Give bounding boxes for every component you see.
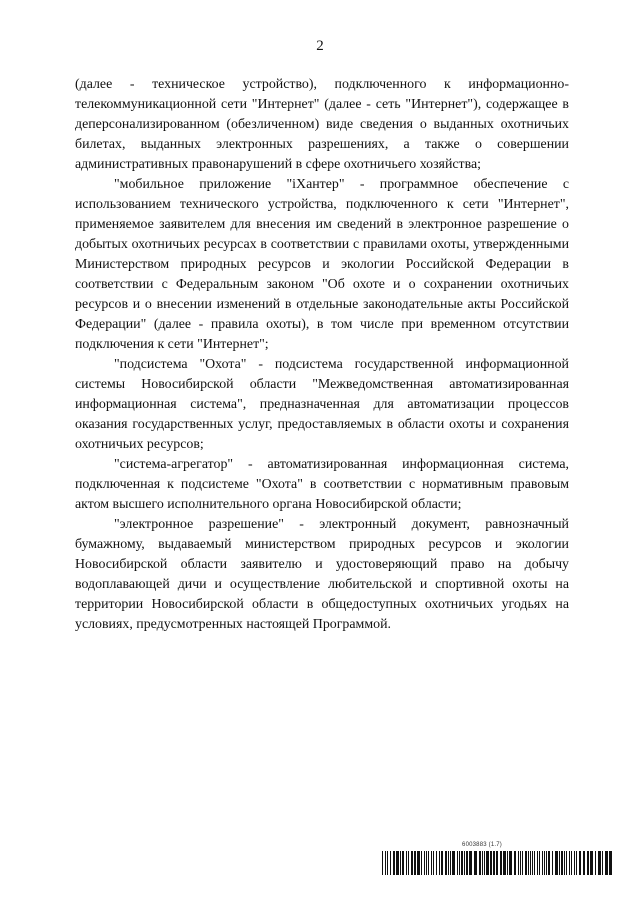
document-body xyxy=(75,75,569,635)
barcode-bar xyxy=(452,851,455,875)
barcode-bar xyxy=(544,851,545,875)
barcode-bar xyxy=(566,851,567,875)
barcode-bar xyxy=(561,851,563,875)
barcode-bar xyxy=(482,851,483,875)
barcode-bar xyxy=(595,851,596,875)
barcode-bar xyxy=(503,851,506,875)
barcode-bar xyxy=(464,851,465,875)
barcode-bar xyxy=(528,851,529,875)
barcode-bar xyxy=(587,851,589,875)
barcode-bar xyxy=(530,851,531,875)
barcode-bar xyxy=(564,851,565,875)
barcode-bar xyxy=(445,851,447,875)
barcode-bar xyxy=(439,851,440,875)
barcode-bar xyxy=(387,851,388,875)
document-barcode xyxy=(382,842,614,876)
barcode-bar xyxy=(484,851,485,875)
barcode-bar xyxy=(548,851,550,875)
barcode-bar xyxy=(605,851,608,875)
barcode-bar xyxy=(493,851,495,875)
barcode-bar xyxy=(569,851,570,875)
barcode-bar xyxy=(382,851,383,875)
barcode-bar xyxy=(450,851,451,875)
page-number: 2 xyxy=(316,38,324,54)
barcode-bar xyxy=(542,851,543,875)
barcode-bar xyxy=(507,851,508,875)
paragraph-aggregator-definition: "система-агрегатор" - автоматизированная информационная система, подключенная к подсистеме "Охота" в соответствии с нормативным правовым актом высшего исполнительного органа Новосибирской области; xyxy=(75,457,569,512)
barcode-bar xyxy=(400,851,401,875)
barcode-bar xyxy=(428,851,429,875)
barcode-bar xyxy=(486,851,489,875)
barcode-bar xyxy=(396,851,399,875)
barcode-bar xyxy=(461,851,463,875)
barcode-bar xyxy=(433,851,434,875)
barcode-bar xyxy=(426,851,427,875)
barcode-bar xyxy=(576,851,577,875)
barcode-icon xyxy=(382,851,614,875)
barcode-bar xyxy=(583,851,585,875)
barcode-bar xyxy=(390,851,391,875)
barcode-bar xyxy=(518,851,519,875)
barcode-bar xyxy=(466,851,468,875)
barcode-bar xyxy=(552,851,553,875)
barcode-bar xyxy=(602,851,603,875)
barcode-bar xyxy=(448,851,449,875)
barcode-bar xyxy=(534,851,535,875)
barcode-bar xyxy=(402,851,404,875)
barcode-bar xyxy=(496,851,498,875)
barcode-bar xyxy=(479,851,481,875)
barcode-bar xyxy=(436,851,437,875)
barcode-bar xyxy=(590,851,593,875)
barcode-bar xyxy=(469,851,472,875)
barcode-bar xyxy=(385,851,386,875)
barcode-bar xyxy=(555,851,558,875)
barcode-bar xyxy=(424,851,425,875)
barcode-bar xyxy=(474,851,477,875)
barcode-bar xyxy=(459,851,460,875)
paragraph-device-definition-continuation: (далее - техническое устройство), подключенного к информационно-телекоммуникационной сети "Интернет" (далее - сеть "Интернет"), содержащее в деперсонализированном (обезличенном) виде сведения о выданных охотничьих билетах, выданных электронных разрешениях, а также о совершении административных правонарушений в сфере охотничьего хозяйства; xyxy=(75,77,569,172)
barcode-bar xyxy=(559,851,560,875)
barcode-bar xyxy=(509,851,512,875)
barcode-bar xyxy=(457,851,458,875)
barcode-bar xyxy=(539,851,540,875)
barcode-bar xyxy=(408,851,409,875)
barcode-bar xyxy=(514,851,516,875)
barcode-bar xyxy=(574,851,575,875)
paragraph-subsystem-definition: "подсистема "Охота" - подсистема государственной информационной системы Новосибирской области "Межведомственная автоматизированная информационная система", предназначенная для автоматизации процессов оказания государственных услуг, предоставляемых в области охоты и сохранения охотничьих ресурсов; xyxy=(75,357,569,452)
barcode-bar xyxy=(414,851,416,875)
barcode-bar xyxy=(532,851,533,875)
barcode-bar xyxy=(537,851,538,875)
paragraph-mobile-app-definition: "мобильное приложение "iХантер" - программное обеспечение с использованием технического устройства, подключенного к сети "Интернет", применяемое заявителем для внесения им сведений в электронное разрешение о добытых охотничьих ресурсах в соответствии с правилами охоты, утвержденными Министерством природных ресурсов и экологии Российской Федерации в соответствии с Федеральным законом "Об охоте и о сохранении охотничьих ресурсов и о внесении изменений в отдельные законодательные акты Российской Федерации" (далее - правила охоты), в том числе при временном отсутствии подключения к сети "Интернет"; xyxy=(75,177,569,352)
barcode-bar xyxy=(520,851,521,875)
barcode-bar xyxy=(441,851,443,875)
barcode-bar xyxy=(490,851,492,875)
barcode-bar xyxy=(522,851,523,875)
barcode-bar xyxy=(571,851,572,875)
barcode-bar xyxy=(406,851,407,875)
barcode-bar xyxy=(411,851,413,875)
barcode-label: 6003883 (1.7) xyxy=(462,842,502,848)
paragraph-electronic-permit-definition: "электронное разрешение" - электронный документ, равнозначный бумажному, выдаваемый министерством природных ресурсов и экологии Новосибирской области заявителю и удостоверяющий право на добычу водоплавающей дичи и осуществление любительской и спортивной охоты на территории Новосибирской области в общедоступных охотничьих угодьях на условиях, предусмотренных настоящей Программой. xyxy=(75,517,569,632)
barcode-bar xyxy=(525,851,527,875)
barcode-bar xyxy=(431,851,432,875)
barcode-bar xyxy=(417,851,420,875)
barcode-bar xyxy=(546,851,547,875)
barcode-bar xyxy=(609,851,612,875)
barcode-bar xyxy=(500,851,502,875)
barcode-bar xyxy=(598,851,601,875)
barcode-bar xyxy=(393,851,395,875)
barcode-bar xyxy=(421,851,422,875)
barcode-bar xyxy=(579,851,581,875)
